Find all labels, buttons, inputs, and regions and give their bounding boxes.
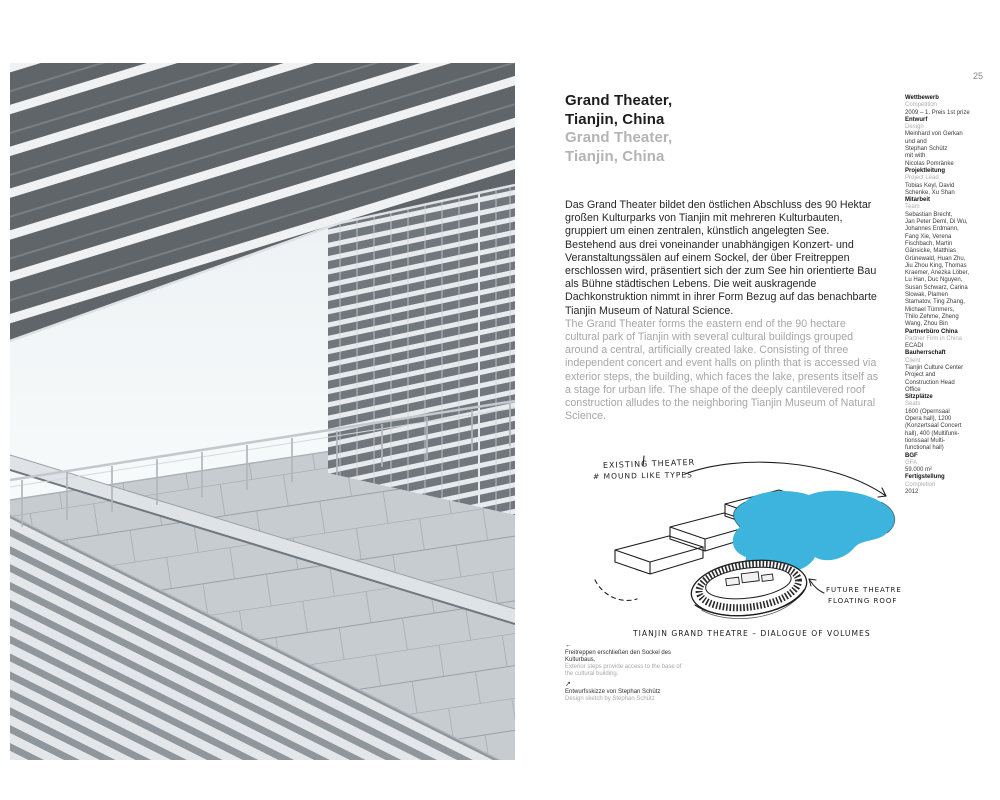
- sidebar-line: Opera hall), 1200: [905, 416, 952, 423]
- sketch-note-mound: # MOUND LIKE TYPES: [592, 470, 693, 481]
- sidebar-line: mit with: [905, 153, 926, 160]
- sidebar-line: Design: [905, 124, 924, 131]
- sidebar-line: Wang, Zhou Bin: [905, 321, 948, 328]
- caption-1-german: Freitreppen erschließen den Sockel des Kulturbaus.: [565, 650, 672, 663]
- sidebar-line: (Konzertsaal Concert: [905, 423, 962, 430]
- caption-2-english: Design sketch by Stephan Schütz: [565, 696, 655, 702]
- sketch-drawing: [577, 452, 907, 650]
- sidebar-line: Gänsicke, Matthias: [905, 248, 957, 255]
- caption-2-german: Entwurfsskizze von Stephan Schütz: [565, 689, 661, 695]
- sidebar-line: Johannes Erdmann,: [905, 226, 959, 233]
- caption-1-english: Exterior steps provide access to the base of the cultural building.: [565, 664, 682, 677]
- sidebar-line: Slowak, Plamen: [905, 292, 949, 299]
- sidebar-line: Stamatov, Ting Zhang,: [905, 299, 965, 306]
- project-description: [565, 199, 881, 423]
- sidebar-line: Office: [905, 386, 921, 393]
- sidebar-line: 2012: [905, 489, 919, 496]
- project-title: [565, 92, 672, 166]
- sidebar-line: Wettbewerb: [905, 95, 939, 101]
- project-facts-sidebar: [905, 95, 997, 496]
- sidebar-line: Partner Firm in China: [905, 335, 963, 342]
- sidebar-line: Tobias Keyl, David: [905, 182, 955, 189]
- sidebar-line: und and: [905, 138, 927, 145]
- sidebar-line: Jan Peter Deml, Di Wu,: [905, 219, 968, 226]
- sidebar-line: Seats: [905, 401, 921, 408]
- sidebar-line: Sitzplätze: [905, 394, 933, 401]
- sketch-label-arrow: [809, 579, 824, 593]
- sidebar-line: Sebastian Brecht,: [905, 211, 953, 218]
- sidebar-line: Nicolas Pomränke: [905, 160, 954, 167]
- title-de-line1: Grand Theater,: [565, 92, 673, 109]
- sidebar-line: Project and: [905, 372, 936, 379]
- sidebar-line: Team: [905, 204, 920, 211]
- sidebar-line: Bauherrschaft: [905, 350, 946, 357]
- sidebar-line: ECADI: [905, 343, 924, 350]
- image-captions: [565, 641, 685, 703]
- description-english: The Grand Theater forms the eastern end of the 90 hectare cultural park of Tianjin with several cultural buildings grouped around a central, artificially created lake. Consisting of three independent concert and event halls on plinth that is accessed via exterior steps, the building, which faces the lake, presents itself as a stage for urban life. The shape of the deeply cantilevered roof construction alludes to the neighboring Tianjin Museum of Natural Science.: [565, 317, 879, 423]
- sidebar-line: Entwurf: [905, 116, 928, 123]
- architecture-photo: [10, 63, 515, 760]
- concept-sketch: [577, 452, 907, 650]
- sidebar-line: Projektleitung: [905, 167, 946, 174]
- sketch-label-future-theatre: FUTURE THEATRE: [826, 586, 902, 594]
- caption-arrow-left: ←: [565, 642, 572, 649]
- sidebar-line: 59.000 m²: [905, 467, 933, 474]
- sidebar-line: BGF: [905, 452, 918, 459]
- sidebar-line: Fertigstellung: [905, 474, 945, 481]
- sidebar-line: Fischbach, Martin: [905, 240, 953, 247]
- sidebar-line: 2009 – 1. Preis 1st prize: [905, 109, 970, 116]
- sidebar-line: Grünewald, Huan Zhu,: [905, 255, 966, 262]
- sidebar-line: Fang Xie, Verena: [905, 233, 952, 240]
- sidebar-line: Meinhard von Gerkan: [905, 131, 963, 138]
- sidebar-line: Kraemer, Anezka Löber,: [905, 270, 970, 277]
- sketch-note-existing-theater: EXISTING THEATER: [602, 457, 696, 470]
- title-en-line1: Grand Theater,: [565, 129, 673, 146]
- sidebar-line: Mitarbeit: [905, 197, 931, 204]
- sidebar-line: hall), 400 (Multifunk-: [905, 430, 960, 437]
- sketch-caption-dialogue: TIANJIN GRAND THEATRE – DIALOGUE OF VOLUMES: [633, 629, 871, 638]
- sidebar-line: tionssaal Multi-: [905, 437, 946, 444]
- page-number: 25: [973, 71, 984, 81]
- description-german: Das Grand Theater bildet den östlichen Abschluss des 90 Hektar großen Kulturparks von Tianjin mit mehreren Kulturbauten, gruppiert um einen zentralen, künstlich angelegten See. Bestehend aus drei voneinander unabhängigen Konzert- und Veranstaltungssälen auf einem Sockel, der über Freitreppen erschlossen wird, präsentiert sich der zum See hin orientierte Bau als Bühne städtischen Lebens. Die weit auskragende Dachkonstruktion nimmt in ihrer Form Bezug auf das benachbarte Tianjin Museum of Natural Science.: [565, 199, 877, 317]
- sidebar-line: Susan Schwarz, Carina: [905, 284, 968, 291]
- sketch-label-floating-roof: FLOATING ROOF: [828, 597, 898, 605]
- sketch-dashed-path: [595, 580, 637, 600]
- sidebar-line: Jiu Zhou King, Thomas: [905, 262, 967, 269]
- photo-illustration: [10, 63, 515, 760]
- title-en-line2: Tianjin, China: [565, 147, 665, 165]
- sidebar-line: Project Lead: [905, 175, 939, 182]
- sidebar-line: Client: [905, 357, 921, 364]
- sidebar-line: Michael Tümmers,: [905, 306, 955, 313]
- title-de-line2: Tianjin, China: [565, 110, 665, 128]
- sidebar-line: functional hall): [905, 445, 944, 452]
- sidebar-line: Stephan Schütz: [905, 146, 948, 153]
- sidebar-line: GFA: [905, 459, 918, 466]
- sidebar-lines: [905, 95, 997, 496]
- sidebar-line: Partnerbüro China: [905, 328, 958, 335]
- sidebar-line: Competition: [905, 102, 938, 109]
- sidebar-line: 1600 (Opernsaal: [905, 408, 950, 415]
- sidebar-line: Schenke, Xu Shan: [905, 189, 955, 196]
- sidebar-line: Tianjin Culture Center: [905, 364, 964, 371]
- sidebar-line: Thilo Zehme, Zheng: [905, 313, 959, 320]
- sidebar-line: Completion: [905, 481, 936, 488]
- sidebar-line: Construction Head: [905, 379, 955, 386]
- sidebar-line: Lu Han, Duc Nguyen,: [905, 277, 963, 284]
- caption-arrow-upright: ↗: [565, 681, 571, 688]
